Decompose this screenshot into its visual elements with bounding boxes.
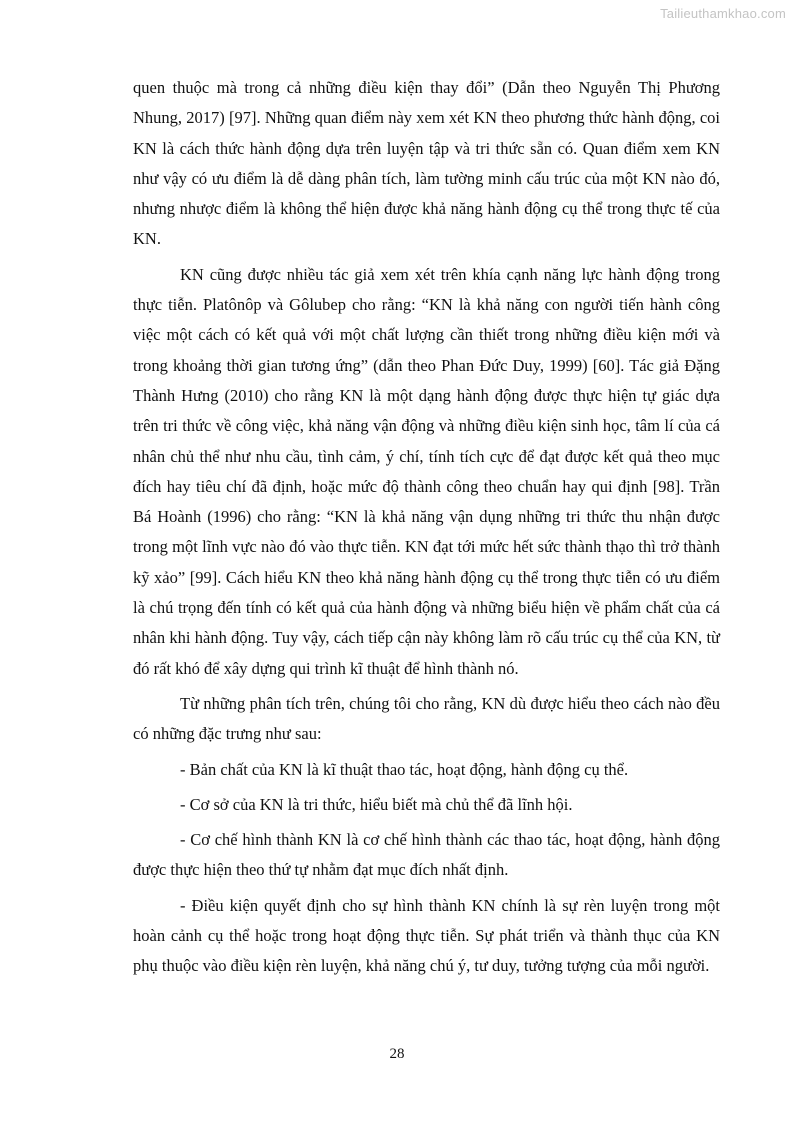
paragraph-action-capacity: KN cũng được nhiều tác giả xem xét trên khía cạnh năng lực hành động trong thực tiễn. Platônôp và Gôlubep cho rằng: “KN là khả năng con người tiến hành công việc một cách có kết quả với một chất lượng cần thiết trong những điều kiện mới và trong khoảng thời gian tương ứng” (dẫn theo Phan Đức Duy, 1999) [60]. Tác giả Đặng Thành Hưng (2010) cho rằng KN là một dạng hành động được thực hiện tự giác dựa trên tri thức về công việc, khả năng vận động và những điều kiện sinh học, tâm lí của cá nhân chủ thể như nhu cầu, tình cảm, ý chí, tính tích cực để đạt được kết quả theo mục đích hay tiêu chí đã định, hoặc mức độ thành công theo chuẩn hay qui định [98]. Trần Bá Hoành (1996) cho rằng: “KN là khả năng vận dụng những tri thức thu nhận được trong một lĩnh vực nào đó vào thực tiễn. KN đạt tới mức hết sức thành thạo thì trở thành kỹ xảo” [99]. Cách hiểu KN theo khả năng hành động cụ thể trong thực tiễn có ưu điểm là chú trọng đến tính có kết quả của hành động và những biểu hiện về phẩm chất của cá nhân khi hành động. Tuy vậy, cách tiếp cận này không làm rõ cấu trúc cụ thể của KN, từ đó rất khó để xây dựng qui trình kĩ thuật để hình thành nó.: [133, 264, 720, 678]
list-item-basis: - Cơ sở của KN là tri thức, hiểu biết mà chủ thể đã lĩnh hội.: [180, 794, 573, 814]
list-item-condition: - Điều kiện quyết định cho sự hình thành KN chính là sự rèn luyện trong một hoàn cảnh cụ thể hoặc trong hoạt động thực tiễn. Sự phát triển và thành thục của KN phụ thuộc vào điều kiện rèn luyện, khả năng chú ý, tư duy, tưởng tượng của mỗi người.: [133, 895, 720, 976]
paragraph-continuation: quen thuộc mà trong cả những điều kiện thay đổi” (Dẫn theo Nguyễn Thị Phương Nhung, 2017) [97]. Những quan điểm này xem xét KN theo phương thức hành động, coi KN là cách thức hành động dựa trên luyện tập và tri thức sẵn có. Quan điểm xem KN như vậy có ưu điểm là dễ dàng phân tích, làm tường minh cấu trúc của một KN nào đó, nhưng nhược điểm là không thể hiện được khả năng hành động cụ thể trong thực tế của KN.: [133, 78, 720, 249]
watermark: Tailieuthamkhao.com: [660, 6, 786, 21]
paragraph-conclusion-intro: Từ những phân tích trên, chúng tôi cho rằng, KN dù được hiểu theo cách nào đều có những đặc trưng như sau:: [133, 693, 720, 744]
list-item-nature: - Bản chất của KN là kĩ thuật thao tác, hoạt động, hành động cụ thể.: [180, 759, 629, 779]
page-number: 28: [389, 1046, 405, 1062]
body-text: [133, 73, 720, 987]
list-item-mechanism: - Cơ chế hình thành KN là cơ chế hình thành các thao tác, hoạt động, hành động được thực hiện theo thứ tự nhằm đạt mục đích nhất định.: [133, 830, 720, 880]
